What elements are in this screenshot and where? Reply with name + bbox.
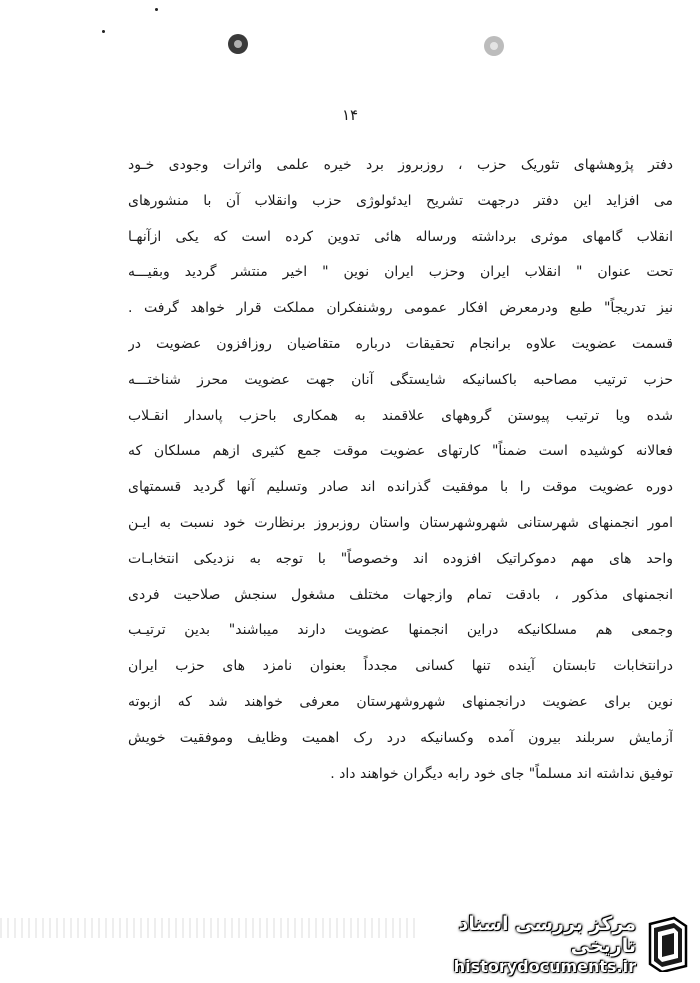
text-line: واحد های مهم دموکراتیک افزوده اند وخصوصاً" با توجه به نزدیکی انتخابـات — [128, 550, 673, 567]
text-line: قسمت عضویت علاوه برانجام تحقیقات درباره متقاضیان روزافزون عضویت در — [128, 335, 673, 352]
text-line: امور انجمنهای شهرستانی شهروشهرستان واستان روزبروز برنظارت خود نسبت به ایـن — [128, 514, 673, 531]
scan-speck — [155, 8, 158, 11]
page-number: ۱۴ — [341, 106, 359, 124]
text-line: حزب ترتیب مصاحبه باکسانیکه شایستگی آنان جهت عضویت محرز شناختـــه — [128, 371, 673, 388]
text-line: انقلاب گامهای موثری برداشته ورساله هائی تدوین کرده است که یکی ازآنهـا — [128, 228, 673, 245]
text-line: انجمنهای مذکور ، بادقت تمام وازجهات مختلف مشغول سنجش صلاحیت فردی — [128, 586, 673, 603]
text-line: فعالانه کوشیده است ضمناً" کارتهای عضویت موقت جمع کثیری ازهم مسلکان که — [128, 443, 673, 460]
scan-noise-strip — [0, 918, 420, 938]
punch-hole-icon — [484, 36, 504, 56]
archive-book-logo-icon — [644, 916, 692, 972]
scan-speck — [102, 30, 105, 33]
watermark-text — [402, 913, 636, 976]
text-line: دوره عضویت موقت را با موفقیت گذرانده اند صادر وتسلیم آنها گردید قسمتهای — [128, 479, 673, 496]
text-line: وجمعی هم مسلکانیکه دراین انجمنها عضویت دارند میباشند" بدین ترتیـب — [128, 622, 673, 639]
watermark-url: historydocuments.ir — [453, 956, 636, 976]
watermark-title: مرکز بررسی اسناد تاریخی — [458, 912, 636, 957]
text-line: نوین برای عضویت درانجمنهای شهروشهرستان معرفی خواهند شد که ازبوته — [128, 693, 673, 710]
text-line: دفتر پژوهشهای تئوریک حزب ، روزبروز برد خیره علمی واثرات وجودی خـود — [128, 157, 673, 173]
text-line: تحت عنوان " انقلاب ایران وحزب ایران نوین " اخیر منتشر گردید وبقیـــه — [128, 264, 673, 281]
text-line: توفیق نداشته اند مسلماً" جای خود رابه دیگران خواهند داد . — [330, 765, 673, 782]
text-line: نیز تدریجاً" طبع ودرمعرض افکار عمومی روشنفکران مملکت قرار خواهد گرفت . — [128, 300, 673, 317]
document-body — [128, 148, 673, 792]
text-line: درانتخابات تابستان آینده تنها کسانی مجدداً بعنوان نامزد های حزب ایران — [128, 658, 673, 675]
text-line: شده ویا ترتیب پیوستن گروههای علاقمند به همکاری باحزب پاسدار انقـلاب — [128, 407, 673, 424]
watermark — [402, 913, 692, 975]
text-line: آزمایش سربلند بیرون آمده وکسانیکه درد رک اهمیت وظایف وموفقیت خویش — [128, 729, 673, 746]
text-line: می افزاید این دفتر درجهت تشریح ایدئولوژی حزب وانقلاب آن با منشورهای — [128, 192, 673, 209]
punch-hole-icon — [228, 34, 248, 54]
